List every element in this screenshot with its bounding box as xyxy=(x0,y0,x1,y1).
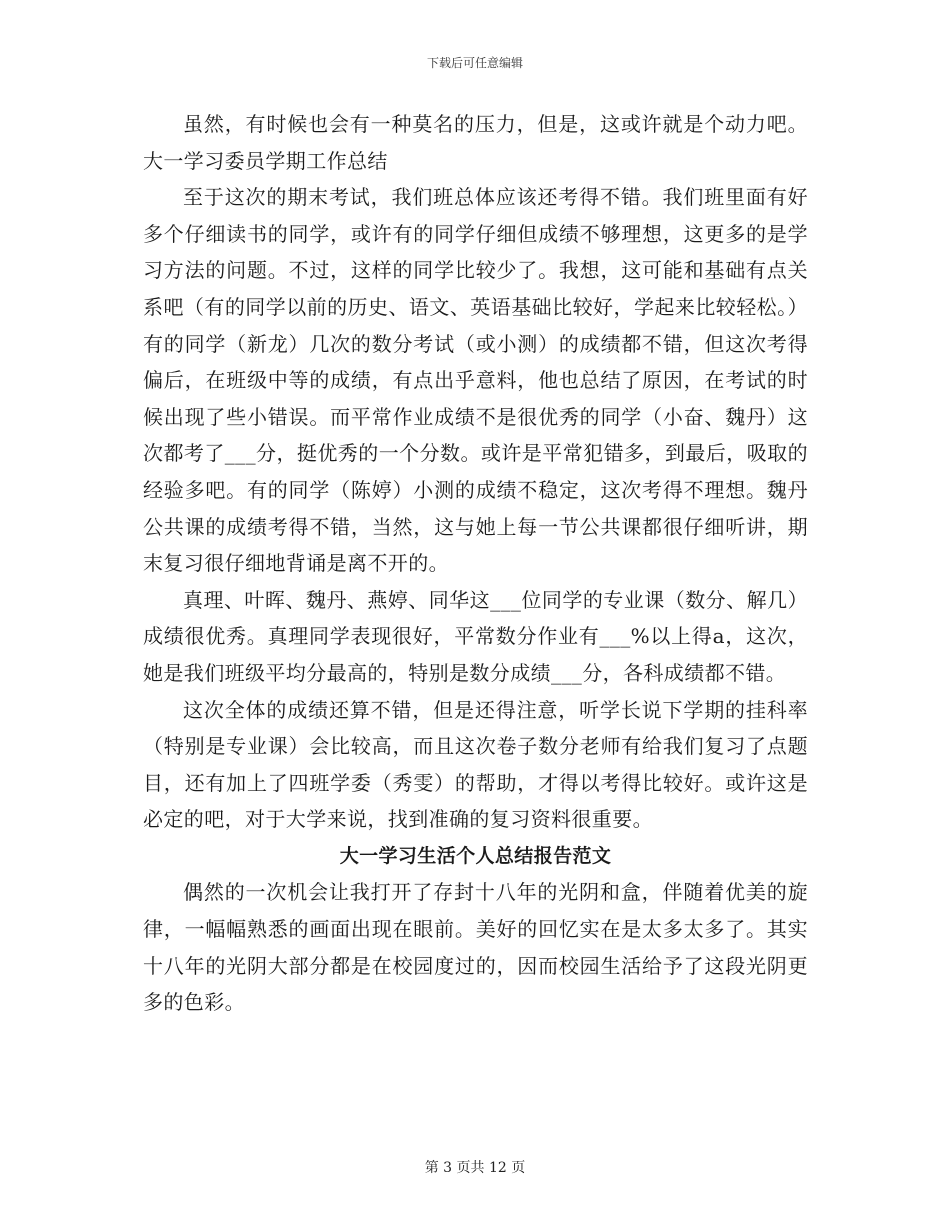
paragraph-2: 至于这次的期末考试，我们班总体应该还考得不错。我们班里面有好多个仔细读书的同学，或许有的同学仔细但成绩不够理想，这更多的是学习方法的问题。不过，这样的同学比较少了。我想，这可能和基础有点关系吧（有的同学以前的历史、语文、英语基础比较好，学起来比较轻松。）有的同学（新龙）几次的数分考试（或小测）的成绩都不错，但这次考得偏后，在班级中等的成绩，有点出乎意料，他也总结了原因，在考试的时候出现了些小错误。而平常作业成绩不是很优秀的同学（小奋、魏丹）这次都考了___分，挺优秀的一个分数。或许是平常犯错多，到最后，吸取的经验多吧。有的同学（陈婷）小测的成绩不稳定，这次考得不理想。魏丹公共课的成绩考得不错，当然，这与她上每一节公共课都很仔细听讲，期末复习很仔细地背诵是离不开的。 xyxy=(143,185,808,576)
document-body xyxy=(143,106,808,1021)
page-header: 下载后可任意编辑 xyxy=(426,56,523,70)
paragraph-4: 这次全体的成绩还算不错，但是还得注意，听学长说下学期的挂科率（特别是专业课）会比较高，而且这次卷子数分老师有给我们复习了点题目，还有加上了四班学委（秀雯）的帮助，才得以考得比较好。或许这是必定的吧，对于大学来说，找到准确的复习资料很重要。 xyxy=(143,697,808,832)
section-title: 大一学习生活个人总结报告范文 xyxy=(339,844,612,867)
paragraph-5: 偶然的一次机会让我打开了存封十八年的光阴和盒，伴随着优美的旋律，一幅幅熟悉的画面出现在眼前。美好的回忆实在是太多太多了。其实十八年的光阴大部分都是在校园度过的，因而校园生活给予了这段光阴更多的色彩。 xyxy=(143,880,808,1015)
page-footer: 第 3 页共 12 页 xyxy=(424,1160,526,1176)
paragraph-1: 虽然，有时候也会有一种莫名的压力，但是，这或许就是个动力吧。大一学习委员学期工作总结 xyxy=(143,112,808,173)
paragraph-3: 真理、叶晖、魏丹、燕婷、同华这___位同学的专业课（数分、解几）成绩很优秀。真理同学表现很好，平常数分作业有___%以上得a，这次，她是我们班级平均分最高的，特别是数分成绩___分，各科成绩都不错。 xyxy=(143,587,808,685)
